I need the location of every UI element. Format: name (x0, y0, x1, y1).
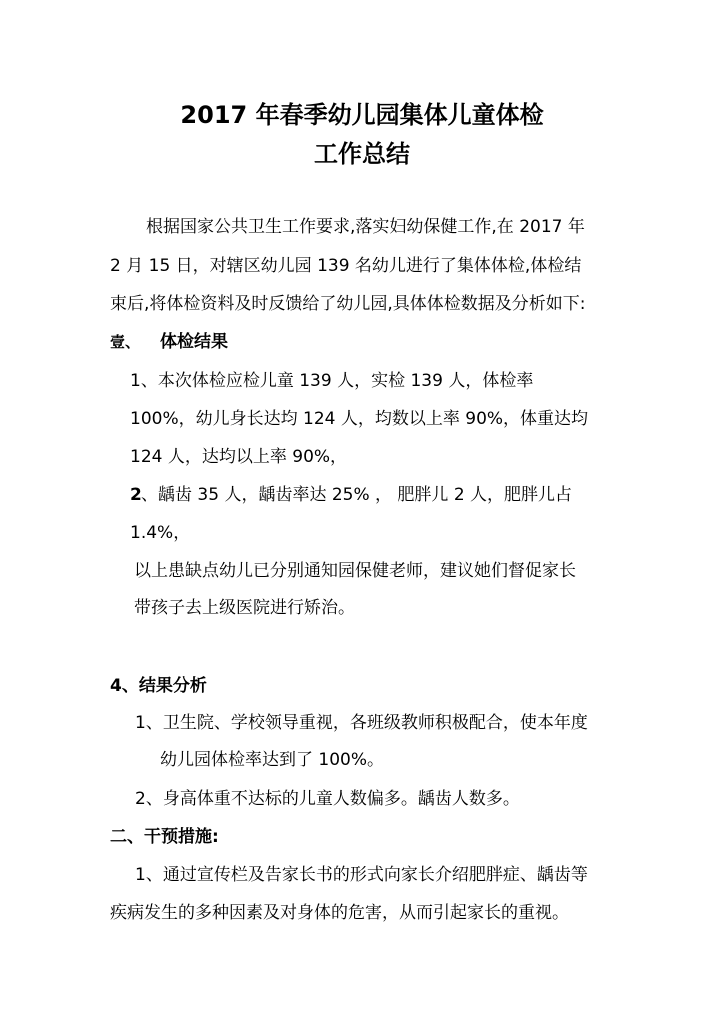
section-1-item-1-line-2: 100%，幼儿身长达均 124 人，均数以上率 90%，体重达均 (130, 409, 589, 429)
intro-line-1: 根据国家公共卫生工作要求,落实妇幼保健工作,在 2017 年 (146, 217, 585, 237)
section-1-number: 壹、 (110, 333, 141, 351)
section-1-item-2-line-2: 1.4%， (130, 523, 191, 543)
section-3-item-1-line-2: 疾病发生的多种因素及对身体的危害，从而引起家长的重视。 (110, 903, 569, 923)
section-2-item-2: 2、身高体重不达标的儿童人数偏多。龋齿人数多。 (135, 789, 520, 809)
section-2-item-1-line-1: 1、卫生院、学校领导重视，各班级教师积极配合，使本年度 (135, 713, 588, 733)
intro-line-3: 束后,将体检资料及时反馈给了幼儿园,具体体检数据及分析如下: (110, 294, 586, 314)
document-title-line-2: 工作总结 (314, 140, 410, 168)
section-3-heading: 二、干预措施: (110, 827, 219, 847)
intro-line-2: 2 月 15 日，对辖区幼儿园 139 名幼儿进行了集体体检,体检结 (110, 256, 582, 276)
section-2-item-1-line-2: 幼儿园体检率达到了 100%。 (160, 750, 385, 770)
section-1-item-2-line-1: 、龋齿 35 人，龋齿率达 25% ， 肥胖儿 2 人，肥胖儿占 (141, 485, 573, 505)
section-2-heading: 4、结果分析 (110, 676, 207, 696)
section-1-item-1-line-1: 1、本次体检应检儿童 139 人，实检 139 人，体检率 (130, 371, 534, 391)
section-1-note-line-2: 带孩子去上级医院进行矫治。 (134, 598, 355, 618)
section-3-item-1-line-1: 1、通过宣传栏及告家长书的形式向家长介绍肥胖症、龋齿等 (135, 865, 588, 885)
section-1-note-line-1: 以上患缺点幼儿已分别通知园保健老师，建议她们督促家长 (134, 561, 576, 581)
section-1-heading: 体检结果 (160, 332, 228, 352)
document-title-line-1: 2017 年春季幼儿园集体儿童体检 (180, 101, 544, 129)
section-1-item-2-number: 2 (130, 485, 142, 505)
section-1-item-1-line-3: 124 人，达均以上率 90%， (130, 447, 348, 467)
